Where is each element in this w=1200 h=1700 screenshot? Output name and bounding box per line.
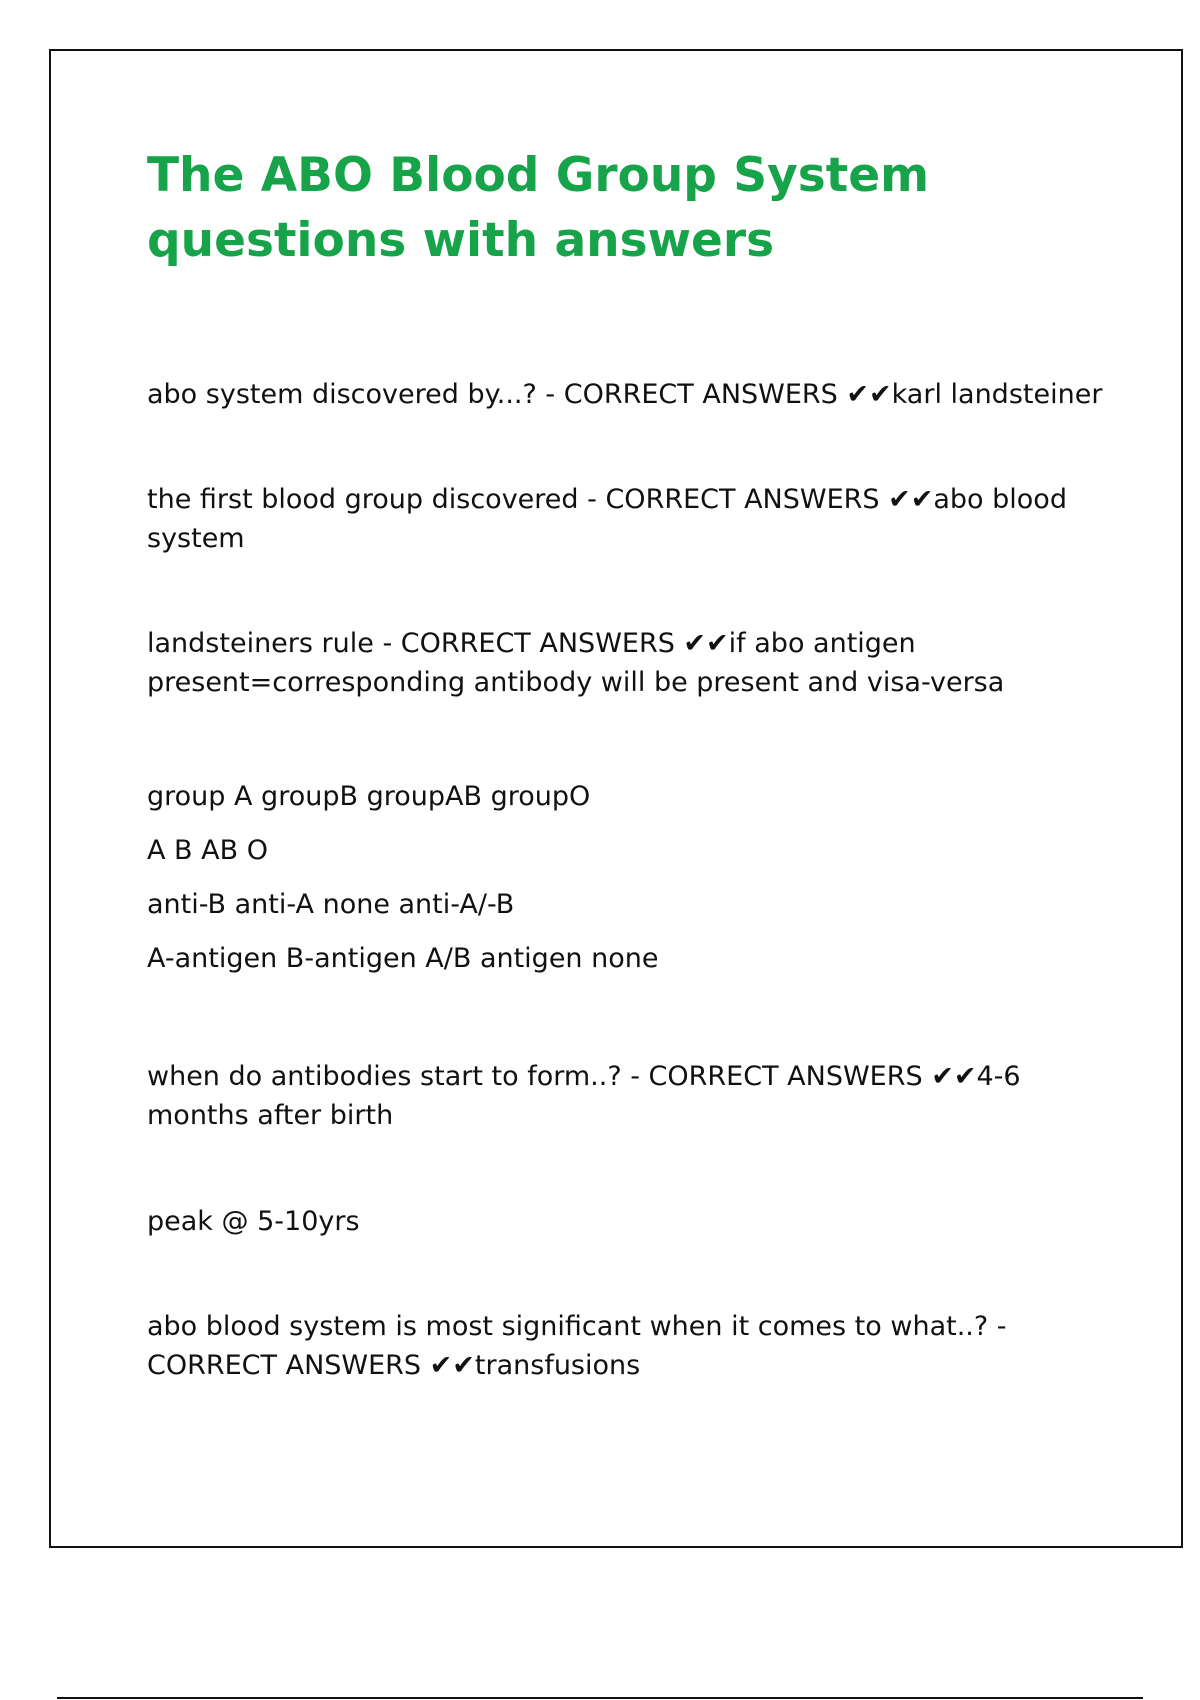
- group-row: A-antigen B-antigen A/B antigen none: [147, 943, 659, 974]
- qa-entry: abo blood system is most significant when it comes to what..? - CORRECT ANSWERS ✔✔transfusions: [147, 1311, 1016, 1381]
- qa-entry: peak @ 5-10yrs: [147, 1206, 360, 1237]
- document-content: [147, 143, 1127, 1385]
- qa-entry: abo system discovered by...? - CORRECT ANSWERS ✔✔karl landsteiner: [147, 379, 1103, 410]
- group-row: A B AB O: [147, 835, 268, 866]
- qa-entry: the first blood group discovered - CORRECT ANSWERS ✔✔abo blood system: [147, 484, 1076, 554]
- page-frame: [49, 49, 1183, 1548]
- blood-group-table: [147, 770, 1127, 986]
- document-title: The ABO Blood Group System questions with answers: [147, 148, 930, 268]
- footer-divider: [57, 1697, 1143, 1699]
- group-row: anti-B anti-A none anti-A/-B: [147, 889, 515, 920]
- qa-entry: when do antibodies start to form..? - CORRECT ANSWERS ✔✔4-6 months after birth: [147, 1061, 1030, 1131]
- group-row: group A groupB groupAB groupO: [147, 781, 591, 812]
- qa-entry: landsteiners rule - CORRECT ANSWERS ✔✔if abo antigen present=corresponding antibody will be present and visa-versa: [147, 628, 1005, 698]
